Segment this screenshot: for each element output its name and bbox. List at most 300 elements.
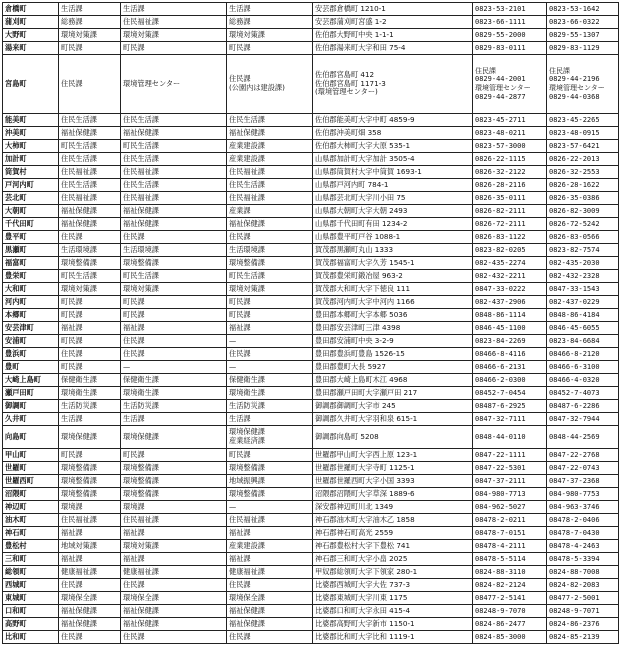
department-cell: 環境保健課 [121, 426, 227, 449]
department-cell: 福祉保健課 [227, 218, 313, 231]
table-row [3, 488, 619, 501]
department-cell: 町民課 [59, 361, 121, 374]
department-cell: 町民課 [227, 42, 313, 55]
table-row [3, 166, 619, 179]
department-cell: 環境整備課 [121, 475, 227, 488]
address-cell: 世羅郡世羅西町大字小国 3393 [313, 475, 473, 488]
department-cell: 福祉課 [227, 322, 313, 335]
phone-cell: 08452-7-0454 [473, 387, 547, 400]
department-cell: 福祉課 [121, 322, 227, 335]
fax-cell: 084-963-3746 [547, 501, 619, 514]
department-cell: 福祉課 [121, 527, 227, 540]
phone-cell: 0823-53-2101 [473, 3, 547, 16]
municipality-cell: 千代田町 [3, 218, 59, 231]
municipality-cell: 豊町 [3, 361, 59, 374]
address-cell: 深安郡神辺町川北 1349 [313, 501, 473, 514]
department-cell: 生活課 [59, 413, 121, 426]
phone-cell: 082-432-2211 [473, 270, 547, 283]
address-cell: 豊田郡豊町大長 5927 [313, 361, 473, 374]
department-cell: 町民課 [121, 309, 227, 322]
fax-cell: 08466-6-3100 [547, 361, 619, 374]
department-cell: 住民課 [121, 631, 227, 644]
department-cell: 環境保全課 [59, 592, 121, 605]
address-cell: 山県郡千代田町有田 1234-2 [313, 218, 473, 231]
municipality-contact-table [2, 2, 619, 644]
department-cell: 環境対策課 [59, 283, 121, 296]
municipality-cell: 世羅西町 [3, 475, 59, 488]
table-row [3, 400, 619, 413]
department-cell: 環境対策課 [121, 29, 227, 42]
fax-cell: 0829-55-1307 [547, 29, 619, 42]
phone-cell: 0826-35-0111 [473, 192, 547, 205]
phone-cell: 0846-45-1100 [473, 322, 547, 335]
department-cell: 住民福祉課 [227, 192, 313, 205]
fax-cell: 0847-37-2368 [547, 475, 619, 488]
department-cell: 産業建設課 [227, 153, 313, 166]
table-row [3, 631, 619, 644]
table-row [3, 309, 619, 322]
phone-cell: 08248-9-7070 [473, 605, 547, 618]
municipality-cell: 向島町 [3, 426, 59, 449]
phone-cell: 0826-28-2116 [473, 179, 547, 192]
table-row [3, 270, 619, 283]
address-cell: 安芸郡蒲刈町宮盛 1-2 [313, 16, 473, 29]
phone-cell: 08466-2-0300 [473, 374, 547, 387]
address-cell: 御調郡久井町大字羽和泉 615-1 [313, 413, 473, 426]
table-row [3, 283, 619, 296]
department-cell: 環境整備課 [59, 257, 121, 270]
fax-cell: 08466-8-2120 [547, 348, 619, 361]
address-cell: 比婆郡東城町大字川東 1175 [313, 592, 473, 605]
address-cell: 豊田郡豊浜町豊島 1526-15 [313, 348, 473, 361]
address-cell: 山県郡筒賀村大字中筒賀 1693-1 [313, 166, 473, 179]
table-row [3, 374, 619, 387]
fax-cell: 0846-45-6055 [547, 322, 619, 335]
municipality-cell: 大崎上島町 [3, 374, 59, 387]
department-cell: 住民福祉課 [121, 16, 227, 29]
address-cell: 比婆郡比和町大字比和 1119-1 [313, 631, 473, 644]
address-cell: 山県郡戸河内町 784-1 [313, 179, 473, 192]
department-cell: 住民生活課 [121, 179, 227, 192]
table-row [3, 387, 619, 400]
fax-cell: 0848-86-4184 [547, 309, 619, 322]
department-cell: 地域対策課 [59, 540, 121, 553]
department-cell: 住民福祉課 [59, 166, 121, 179]
table-row [3, 335, 619, 348]
table-row [3, 501, 619, 514]
department-cell: 福祉保健課 [121, 218, 227, 231]
department-cell: 環境対策課 [121, 283, 227, 296]
department-cell: 町民課 [121, 296, 227, 309]
fax-cell: 0824-88-7008 [547, 566, 619, 579]
department-cell: 町民課 [59, 309, 121, 322]
department-cell: 環境整備課 [59, 462, 121, 475]
department-cell: 環境課 [59, 501, 121, 514]
address-cell: 山県郡豊平町戸谷 1088-1 [313, 231, 473, 244]
phone-cell: 082-435-2274 [473, 257, 547, 270]
phone-cell: 08478-7-0151 [473, 527, 547, 540]
table-row [3, 462, 619, 475]
department-cell: 生活環境課 [121, 244, 227, 257]
fax-cell: 0847-32-7944 [547, 413, 619, 426]
fax-cell: 084-980-7753 [547, 488, 619, 501]
phone-cell: 0848-44-0110 [473, 426, 547, 449]
department-cell: 生活課 [121, 413, 227, 426]
department-cell: 生活課 [59, 3, 121, 16]
fax-cell: 08466-4-0320 [547, 374, 619, 387]
department-cell: 町民課 [227, 309, 313, 322]
phone-cell: 0826-32-2122 [473, 166, 547, 179]
department-cell: 福祉保健課 [59, 618, 121, 631]
department-cell: 環境整備課 [121, 488, 227, 501]
phone-cell: 08477-2-5141 [473, 592, 547, 605]
department-cell: 健康福祉課 [121, 566, 227, 579]
table-row [3, 322, 619, 335]
department-cell: 住民課 [227, 579, 313, 592]
department-cell: 環境衛生課 [227, 387, 313, 400]
department-cell: 福祉保健課 [59, 205, 121, 218]
municipality-cell: 神石町 [3, 527, 59, 540]
phone-cell: 0826-72-2111 [473, 218, 547, 231]
address-cell: 御調郡向島町 5208 [313, 426, 473, 449]
table-row [3, 579, 619, 592]
phone-cell: 住民課 0829-44-2001 環境管理センター 0829-44-2877 [473, 55, 547, 114]
department-cell: 町民生活課 [59, 270, 121, 283]
table-row [3, 179, 619, 192]
municipality-cell: 神辺町 [3, 501, 59, 514]
phone-cell: 0823-48-0211 [473, 127, 547, 140]
fax-cell: 0847-22-0743 [547, 462, 619, 475]
table-row [3, 257, 619, 270]
table-row [3, 361, 619, 374]
municipality-cell: 油木町 [3, 514, 59, 527]
department-cell: 住民生活課 [59, 179, 121, 192]
municipality-cell: 東城町 [3, 592, 59, 605]
phone-cell: 0848-86-1114 [473, 309, 547, 322]
municipality-cell: 宮島町 [3, 55, 59, 114]
department-cell: 環境衛生課 [59, 387, 121, 400]
department-cell: 健康福祉課 [227, 566, 313, 579]
department-cell: 住民生活課 [227, 179, 313, 192]
phone-cell: 0847-22-1111 [473, 449, 547, 462]
municipality-cell: 三和町 [3, 553, 59, 566]
phone-cell: 0826-22-1115 [473, 153, 547, 166]
address-cell: 沼隈郡沼隈町大字草深 1889-6 [313, 488, 473, 501]
department-cell: 福祉保健課 [227, 127, 313, 140]
address-cell: 賀茂郡河内町大字中河内 1166 [313, 296, 473, 309]
fax-cell: 0824-85-2139 [547, 631, 619, 644]
department-cell: 環境整備課 [227, 462, 313, 475]
address-cell: 比婆郡西城町大字大佐 737-3 [313, 579, 473, 592]
phone-cell: 08487-6-2925 [473, 400, 547, 413]
municipality-cell: 加計町 [3, 153, 59, 166]
table-row [3, 618, 619, 631]
table-row [3, 449, 619, 462]
phone-cell: 0826-83-1122 [473, 231, 547, 244]
department-cell: 町民生活課 [59, 140, 121, 153]
department-cell: 環境対策課 [227, 29, 313, 42]
department-cell: 住民生活課 [121, 153, 227, 166]
department-cell: 健康福祉課 [59, 566, 121, 579]
department-cell: 町民生活課 [121, 140, 227, 153]
department-cell: 住民課 [227, 631, 313, 644]
address-cell: 豊田郡大崎上島町木江 4968 [313, 374, 473, 387]
fax-cell: 08478-4-2463 [547, 540, 619, 553]
address-cell: 山県郡芸北町大字川小田 75 [313, 192, 473, 205]
municipality-cell: 蒲刈町 [3, 16, 59, 29]
department-cell: 住民課 [121, 579, 227, 592]
table-row [3, 475, 619, 488]
table-row [3, 140, 619, 153]
fax-cell: 0823-45-2265 [547, 114, 619, 127]
fax-cell: 08452-7-4073 [547, 387, 619, 400]
municipality-cell: 沼隈町 [3, 488, 59, 501]
department-cell: 福祉保健課 [121, 127, 227, 140]
address-cell: 豊田郡安浦町中央 3-2-9 [313, 335, 473, 348]
department-cell: 保健衛生課 [59, 374, 121, 387]
address-cell: 比婆郡高野町大字新市 1150-1 [313, 618, 473, 631]
fax-cell: 0826-28-1622 [547, 179, 619, 192]
department-cell: 住民課 [59, 631, 121, 644]
municipality-cell: 芸北町 [3, 192, 59, 205]
table-row [3, 566, 619, 579]
department-cell: 環境保健課 [59, 426, 121, 449]
address-cell: 御調郡御調町大字市 245 [313, 400, 473, 413]
municipality-cell: 甲山町 [3, 449, 59, 462]
department-cell: 地域振興課 [227, 475, 313, 488]
department-cell: 町民課 [227, 296, 313, 309]
fax-cell: 08487-6-2286 [547, 400, 619, 413]
department-cell: 生活環境課 [227, 244, 313, 257]
address-cell: 比婆郡口和町大字永田 415-4 [313, 605, 473, 618]
municipality-cell: 大朝町 [3, 205, 59, 218]
department-cell: 環境保全課 [227, 592, 313, 605]
department-cell: 住民課 [59, 348, 121, 361]
phone-cell: 0824-82-2124 [473, 579, 547, 592]
table-row [3, 16, 619, 29]
municipality-cell: 福富町 [3, 257, 59, 270]
table-row [3, 3, 619, 16]
table-row [3, 592, 619, 605]
address-cell: 神石郡油木町大字油木乙 1858 [313, 514, 473, 527]
municipality-cell: 湯来町 [3, 42, 59, 55]
municipality-cell: 大和町 [3, 283, 59, 296]
table-row [3, 55, 619, 114]
department-cell: 住民福祉課 [59, 514, 121, 527]
address-cell: 世羅郡世羅町大字寺町 1125-1 [313, 462, 473, 475]
address-cell: 賀茂郡豊栄町鍛冶屋 963-2 [313, 270, 473, 283]
phone-cell: 0829-55-2000 [473, 29, 547, 42]
table-row [3, 540, 619, 553]
department-cell: — [121, 361, 227, 374]
table-row [3, 348, 619, 361]
municipality-cell: 高野町 [3, 618, 59, 631]
address-cell: 佐伯郡宮島町 412 佐伯郡宮島町 1171-3 (環境管理センター) [313, 55, 473, 114]
department-cell: 町民課 [121, 42, 227, 55]
department-cell: 住民福祉課 [227, 166, 313, 179]
table-row [3, 192, 619, 205]
department-cell: 福祉保健課 [121, 205, 227, 218]
department-cell: 産業建設課 [227, 140, 313, 153]
department-cell: 住民課 [227, 231, 313, 244]
department-cell: 環境整備課 [227, 257, 313, 270]
department-cell: 産業建設課 [227, 540, 313, 553]
municipality-cell: 大柿町 [3, 140, 59, 153]
table-row [3, 527, 619, 540]
department-cell: 総務課 [227, 16, 313, 29]
municipality-cell: 黒瀬町 [3, 244, 59, 257]
department-cell: 町民課 [59, 335, 121, 348]
department-cell: 住民福祉課 [227, 514, 313, 527]
address-cell: 賀茂郡福富町大字久芳 1545-1 [313, 257, 473, 270]
department-cell: 福祉課 [59, 527, 121, 540]
phone-cell: 084-980-7713 [473, 488, 547, 501]
fax-cell: 0823-66-0322 [547, 16, 619, 29]
phone-cell: 0823-45-2711 [473, 114, 547, 127]
table-row [3, 205, 619, 218]
department-cell: 総務課 [59, 16, 121, 29]
fax-cell: 0829-83-1129 [547, 42, 619, 55]
address-cell: 山県郡大朝町大字大朝 2493 [313, 205, 473, 218]
department-cell: 生活課 [227, 413, 313, 426]
fax-cell: 08477-2-5001 [547, 592, 619, 605]
phone-cell: 0847-32-7111 [473, 413, 547, 426]
fax-cell: 0823-84-6684 [547, 335, 619, 348]
address-cell: 賀茂郡黒瀬町丸山 1333 [313, 244, 473, 257]
address-cell: 豊田郡本郷町大字本郷 5036 [313, 309, 473, 322]
municipality-cell: 豊平町 [3, 231, 59, 244]
phone-cell: 0823-82-0205 [473, 244, 547, 257]
fax-cell: 0823-57-6421 [547, 140, 619, 153]
municipality-cell: 大野町 [3, 29, 59, 42]
department-cell: 生活課 [121, 3, 227, 16]
fax-cell: 08478-7-0430 [547, 527, 619, 540]
department-cell: 住民生活課 [227, 114, 313, 127]
phone-cell: 08478-2-0211 [473, 514, 547, 527]
fax-cell: 0826-82-3009 [547, 205, 619, 218]
department-cell: — [227, 361, 313, 374]
phone-cell: 0829-83-0111 [473, 42, 547, 55]
department-cell: 環境管理センター [121, 55, 227, 114]
department-cell: 福祉課 [59, 553, 121, 566]
department-cell: 生活防災課 [227, 400, 313, 413]
phone-cell: 0826-82-2111 [473, 205, 547, 218]
address-cell: 佐伯郡大野町中央 1-1-1 [313, 29, 473, 42]
department-cell: 環境対策課 [59, 29, 121, 42]
municipality-cell: 総領町 [3, 566, 59, 579]
phone-cell: 084-962-5027 [473, 501, 547, 514]
address-cell: 神石郡豊松村大字下豊松 741 [313, 540, 473, 553]
department-cell: 住民課 [59, 579, 121, 592]
department-cell: 福祉課 [59, 322, 121, 335]
department-cell: 町民課 [227, 449, 313, 462]
phone-cell: 08478-4-2111 [473, 540, 547, 553]
department-cell: 生活課 [227, 3, 313, 16]
department-cell: 福祉保健課 [121, 618, 227, 631]
table-row [3, 29, 619, 42]
department-cell: 町民課 [59, 449, 121, 462]
fax-cell: 0826-83-0566 [547, 231, 619, 244]
department-cell: 福祉保健課 [121, 605, 227, 618]
department-cell: 環境衛生課 [121, 387, 227, 400]
department-cell: 住民生活課 [59, 114, 121, 127]
address-cell: 安芸郡倉橋町 1210-1 [313, 3, 473, 16]
department-cell: 保健衛生課 [121, 374, 227, 387]
fax-cell: 0848-44-2569 [547, 426, 619, 449]
department-cell: 環境整備課 [59, 475, 121, 488]
fax-cell: 0847-22-2768 [547, 449, 619, 462]
table-row [3, 413, 619, 426]
department-cell: 住民課 [121, 335, 227, 348]
fax-cell: 082-437-0229 [547, 296, 619, 309]
municipality-cell: 本郷町 [3, 309, 59, 322]
department-cell: 環境課 [121, 501, 227, 514]
department-cell: — [227, 501, 313, 514]
department-cell: 福祉保健課 [59, 605, 121, 618]
table-row [3, 426, 619, 449]
phone-cell: 0847-37-2111 [473, 475, 547, 488]
fax-cell: 0823-53-1642 [547, 3, 619, 16]
table-row [3, 153, 619, 166]
municipality-cell: 倉橋町 [3, 3, 59, 16]
municipality-cell: 比和町 [3, 631, 59, 644]
phone-cell: 0823-57-3000 [473, 140, 547, 153]
municipality-cell: 口和町 [3, 605, 59, 618]
department-cell: 環境整備課 [121, 257, 227, 270]
phone-cell: 08466-6-2131 [473, 361, 547, 374]
department-cell: 住民課 [59, 231, 121, 244]
municipality-cell: 沖美町 [3, 127, 59, 140]
municipality-cell: 安芸津町 [3, 322, 59, 335]
fax-cell: 08248-9-7071 [547, 605, 619, 618]
department-cell: 住民課 [59, 55, 121, 114]
address-cell: 賀茂郡大和町大字下徳良 111 [313, 283, 473, 296]
municipality-cell: 久井町 [3, 413, 59, 426]
fax-cell: 082-432-2328 [547, 270, 619, 283]
table-row [3, 296, 619, 309]
department-cell: 町民生活課 [227, 270, 313, 283]
address-cell: 豊田郡安芸津町三津 4398 [313, 322, 473, 335]
municipality-cell: 河内町 [3, 296, 59, 309]
department-cell: 住民課 [121, 231, 227, 244]
department-cell: 住民課 (公園内は建設課) [227, 55, 313, 114]
table-row [3, 42, 619, 55]
table-row [3, 218, 619, 231]
fax-cell: 08478-5-3394 [547, 553, 619, 566]
table-body [3, 3, 619, 644]
municipality-cell: 能美町 [3, 114, 59, 127]
fax-cell: 0824-82-2083 [547, 579, 619, 592]
department-cell: 環境対策課 [121, 540, 227, 553]
department-cell: 住民福祉課 [121, 192, 227, 205]
department-cell: 環境対策課 [227, 283, 313, 296]
department-cell: 町民課 [121, 449, 227, 462]
phone-cell: 0823-66-1111 [473, 16, 547, 29]
department-cell: 保健衛生課 [227, 374, 313, 387]
department-cell: 町民課 [59, 296, 121, 309]
fax-cell: 0826-35-0386 [547, 192, 619, 205]
table-row [3, 231, 619, 244]
municipality-cell: 筒賀村 [3, 166, 59, 179]
department-cell: 環境整備課 [59, 488, 121, 501]
fax-cell: 0823-48-0915 [547, 127, 619, 140]
table-row [3, 514, 619, 527]
municipality-cell: 豊栄町 [3, 270, 59, 283]
department-cell: 福祉課 [121, 553, 227, 566]
table-row [3, 553, 619, 566]
phone-cell: 08478-5-5114 [473, 553, 547, 566]
department-cell: 住民福祉課 [59, 192, 121, 205]
